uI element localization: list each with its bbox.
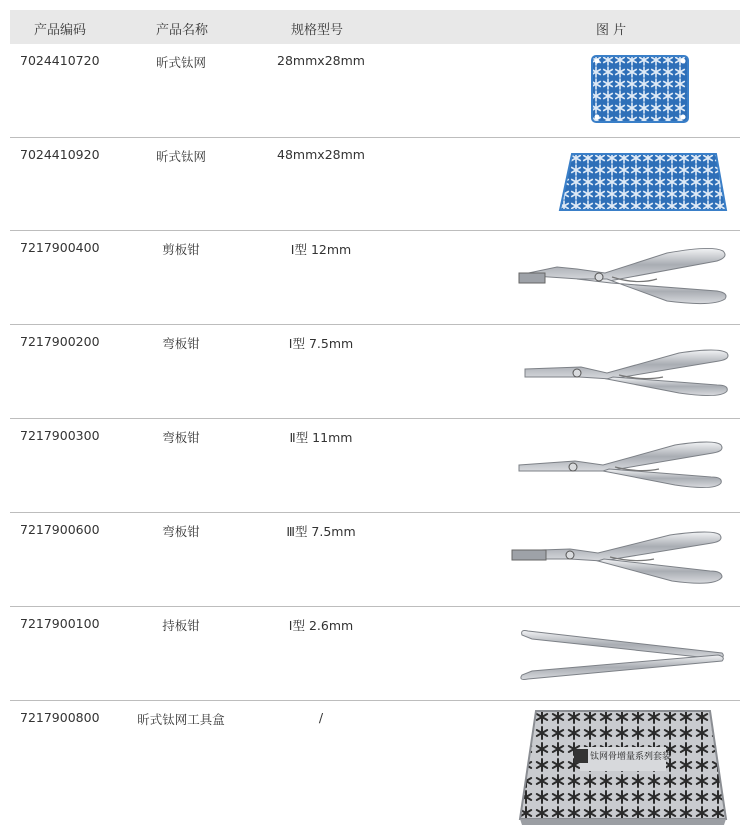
product-name: 弯板钳 xyxy=(162,336,200,351)
product-code: 7217900300 xyxy=(20,428,100,443)
product-spec: Ⅰ型 12mm xyxy=(290,242,352,257)
product-code: 7024410720 xyxy=(20,53,100,68)
product-spec: Ⅲ型 7.5mm xyxy=(286,524,356,539)
product-code: 7217900200 xyxy=(20,334,100,349)
tool-box-icon xyxy=(518,709,728,827)
product-code: 7217900400 xyxy=(20,240,100,255)
product-name: 昕式钛网 xyxy=(155,55,206,70)
product-name: 弯板钳 xyxy=(162,430,200,445)
titanium-mesh-rect-icon xyxy=(558,152,728,212)
product-name: 持板钳 xyxy=(162,618,200,633)
table-row xyxy=(10,44,740,138)
product-spec: Ⅰ型 7.5mm xyxy=(288,336,354,351)
titanium-mesh-square-icon xyxy=(590,54,690,124)
product-code: 7217900600 xyxy=(20,522,100,537)
product-spec: Ⅱ型 11mm xyxy=(289,430,353,445)
plate-holding-forceps-icon xyxy=(518,627,728,683)
table-row xyxy=(10,231,740,325)
product-code: 7024410920 xyxy=(20,147,100,162)
table-header xyxy=(10,10,740,44)
product-name: 昕式钛网工具盒 xyxy=(137,712,225,727)
table-row xyxy=(10,138,740,231)
plate-bending-pliers-icon xyxy=(515,435,730,495)
table-row xyxy=(10,701,740,836)
table-row xyxy=(10,325,740,419)
table-row xyxy=(10,607,740,701)
header-name: 产品名称 xyxy=(156,23,209,38)
tool-box-label: 钛网骨增量系列套装 xyxy=(590,752,672,762)
header-image: 图 片 xyxy=(596,23,627,38)
product-spec: 48mmx28mm xyxy=(277,147,365,162)
product-code: 7217900100 xyxy=(20,616,100,631)
product-table xyxy=(10,10,740,836)
table-row xyxy=(10,513,740,607)
product-code: 7217900800 xyxy=(20,710,100,725)
plate-bending-pliers-icon xyxy=(510,523,730,591)
plate-bending-pliers-icon xyxy=(519,343,734,403)
header-code: 产品编码 xyxy=(34,23,87,38)
plate-cutter-pliers-icon xyxy=(517,243,732,311)
product-name: 弯板钳 xyxy=(162,524,200,539)
table-row xyxy=(10,419,740,513)
product-spec: 28mmx28mm xyxy=(277,53,365,68)
product-name: 昕式钛网 xyxy=(155,149,206,164)
header-spec: 规格型号 xyxy=(291,23,344,38)
product-name: 剪板钳 xyxy=(162,242,200,257)
product-spec: Ⅰ型 2.6mm xyxy=(288,618,354,633)
product-spec: / xyxy=(318,710,324,725)
